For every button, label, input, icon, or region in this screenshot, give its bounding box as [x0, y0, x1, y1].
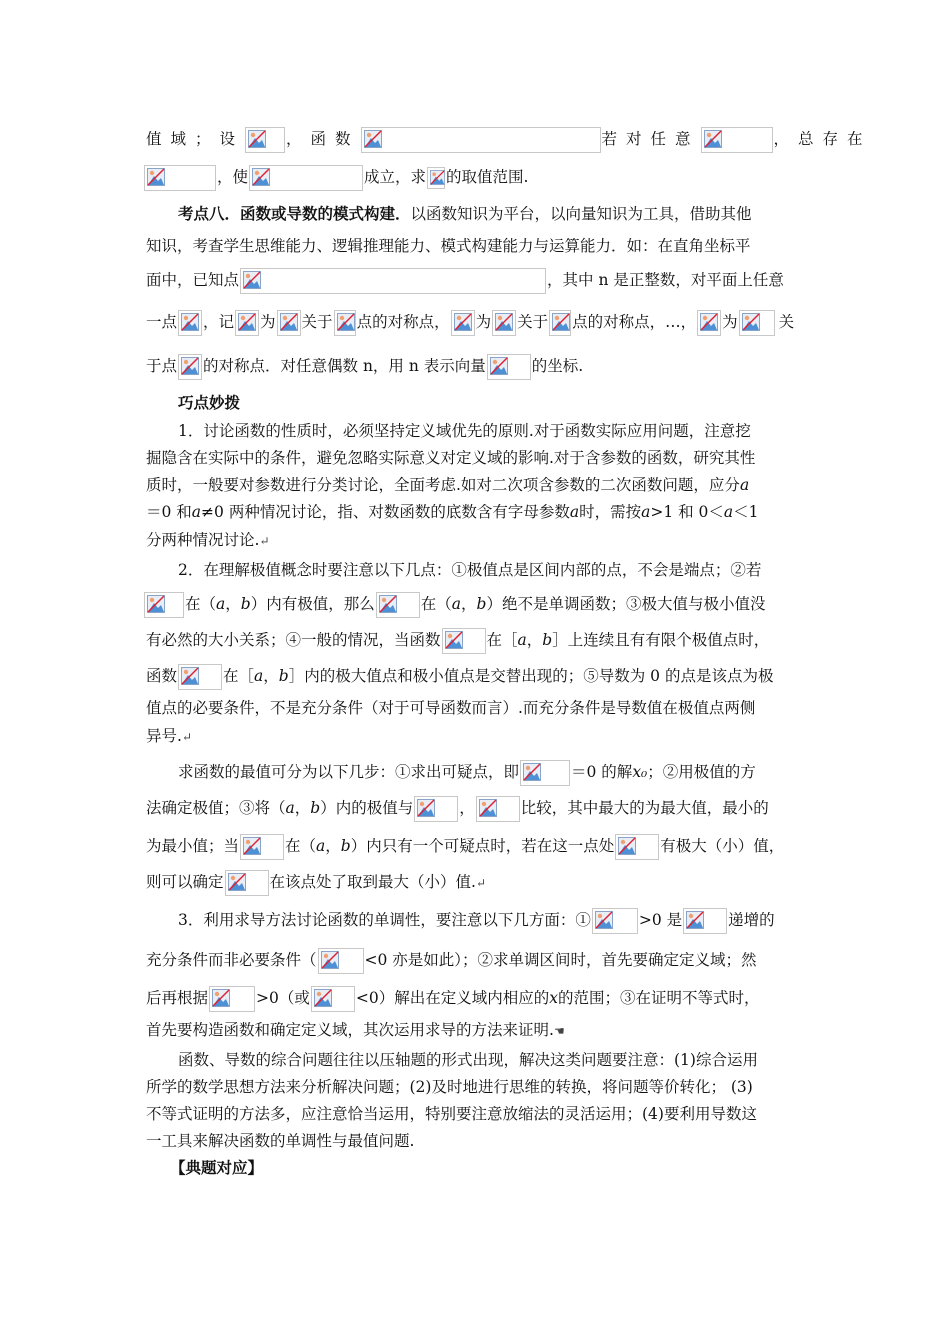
broken-image-icon — [686, 911, 704, 929]
broken-image-icon — [314, 989, 332, 1007]
paragraph-mark: ↵ — [259, 534, 270, 548]
formula-image — [235, 310, 259, 336]
formula-image — [311, 986, 355, 1012]
formula-image — [144, 165, 216, 191]
formula-image — [487, 354, 531, 380]
broken-image-icon — [445, 631, 463, 649]
text-line: ＝0 和a≠0 两种情况讨论，指、对数函数的底数含有字母参数a时，需按a>1 和 0＜a＜1 — [146, 503, 759, 521]
broken-image-icon — [523, 763, 541, 781]
section-heading: 【典题对应】 — [170, 1159, 264, 1177]
broken-image-icon — [228, 873, 246, 891]
broken-image-icon — [243, 271, 261, 289]
text-line: 3．利用求导方法讨论函数的单调性，要注意以下几方面：① >0 是 递增的 — [178, 908, 775, 934]
text-line: 质时，一般要对参数进行分类讨论，全面考虑.如对二次项含参数的二次函数问题，应分a — [146, 476, 750, 494]
text-line: 在（a，b）内有极值，那么 在（a，b）绝不是单调函数；③极大值与极小值没 — [146, 592, 765, 618]
formula-image — [225, 870, 269, 896]
section-heading: 考点八．函数或导数的模式构建． — [178, 205, 411, 223]
broken-image-icon — [252, 168, 270, 186]
formula-image — [178, 354, 202, 380]
text-line: 有必然的大小关系；④一般的情况，当函数 在［a，b］上连续且有有限个极值点时， — [146, 628, 769, 654]
formula-image — [701, 127, 773, 153]
formula-image — [492, 310, 516, 336]
text-line: 不等式证明的方法多，应注意恰当运用，特别要注意放缩法的灵活运用；(4)要利用导数这 — [146, 1105, 757, 1123]
text-line: 掘隐含在实际中的条件，避免忽略实际意义对定义域的影响.对于含参数的函数，研究其性 — [146, 449, 756, 467]
broken-image-icon — [181, 313, 199, 331]
text-line: 求函数的最值可分为以下几步：①求出可疑点，即 ＝0 的解x₀；②用极值的方 — [178, 760, 756, 786]
formula-image — [549, 310, 571, 336]
paragraph-mark: ↵ — [475, 876, 487, 890]
text-line: 则可以确定 在该点处了取到最大（小）值.↵ — [146, 870, 486, 896]
text-line: 1．讨论函数的性质时，必须坚持定义域优先的原则.对于函数实际应用问题，注意挖 — [178, 422, 751, 440]
broken-image-icon — [379, 595, 397, 613]
text-line: 一工具来解决函数的单调性与最值问题. — [146, 1132, 415, 1150]
formula-image — [361, 127, 601, 153]
broken-image-icon — [454, 313, 472, 331]
broken-image-icon — [490, 357, 508, 375]
broken-image-icon — [552, 313, 570, 331]
broken-image-icon — [495, 313, 513, 331]
text-line: 所学的数学思想方法来分析解决问题；(2)及时地进行思维的转换，将问题等价转化； (3) — [146, 1078, 753, 1096]
broken-image-icon — [243, 837, 261, 855]
broken-image-icon — [337, 313, 355, 331]
text-line: 充分条件而非必要条件（ <0 亦是如此）；②求单调区间时，首先要确定定义域；然 — [146, 948, 757, 974]
formula-image — [427, 167, 445, 189]
broken-image-icon — [704, 130, 722, 148]
broken-image-icon — [430, 170, 445, 185]
text-line: 考点八．函数或导数的模式构建．以函数知识为平台，以向量知识为工具，借助其他 — [178, 205, 752, 223]
formula-image — [240, 268, 546, 294]
text-line: 一点 ，记 为 关于 点的对称点， 为 关于 点的对称点，…， 为 关 — [146, 310, 794, 336]
section-heading: 巧点妙拨 — [178, 394, 241, 412]
formula-image — [178, 664, 222, 690]
broken-image-icon — [618, 837, 636, 855]
formula-image — [739, 310, 775, 336]
text-line: 函数 在［a，b］内的极大值点和极小值点是交替出现的；⑤导数为 0 的点是该点为极 — [146, 664, 773, 690]
broken-image-icon — [742, 313, 760, 331]
text-line: 分两种情况讨论.↵ — [146, 531, 270, 549]
formula-image — [277, 310, 301, 336]
formula-image — [334, 310, 356, 336]
formula-image — [615, 834, 659, 860]
formula-image — [144, 592, 184, 618]
text-line: 值点的必要条件，不是充分条件（对于可导函数而言）.而充分条件是导数值在极值点两侧 — [146, 699, 756, 717]
broken-image-icon — [147, 595, 165, 613]
text-line: 2．在理解极值概念时要注意以下几点：①极值点是区间内部的点，不会是端点；②若 — [178, 561, 762, 579]
broken-image-icon — [479, 799, 497, 817]
text-line: 为最小值；当 在（a，b）内只有一个可疑点时，若在这一点处 有极大（小）值， — [146, 834, 784, 860]
broken-image-icon — [595, 911, 613, 929]
text-line: 首先要构造函数和确定定义域，其次运用求导的方法来证明.☚ — [146, 1021, 565, 1039]
formula-image — [442, 628, 486, 654]
formula-image — [683, 908, 727, 934]
paragraph-mark: ↵ — [181, 730, 192, 744]
formula-image — [249, 165, 363, 191]
broken-image-icon — [417, 799, 435, 817]
broken-image-icon — [212, 989, 230, 1007]
broken-image-icon — [280, 313, 298, 331]
formula-image — [245, 127, 285, 153]
text-line: 法确定极值；③将（a，b）内的极值与 ， 比较，其中最大的为最大值，最小的 — [146, 796, 769, 822]
formula-image — [178, 310, 202, 336]
formula-image — [240, 834, 284, 860]
formula-image — [209, 986, 255, 1012]
text-line: 后再根据 >0（或 <0）解出在定义域内相应的x的范围；③在证明不等式时， — [146, 986, 760, 1012]
text-line: 于点 的对称点．对任意偶数 n，用 n 表示向量 的坐标. — [146, 354, 583, 380]
formula-image — [451, 310, 475, 336]
text-line: 函数、导数的综合问题往往以压轴题的形式出现，解决这类问题要注意：(1)综合运用 — [178, 1051, 758, 1069]
broken-image-icon — [147, 168, 165, 186]
text-line: 值域；设 ，函数 若对任意 ，总存在 — [146, 127, 872, 153]
text-line: 知识，考查学生思维能力、逻辑推理能力、模式构建能力与运算能力．如：在直角坐标平 — [146, 237, 751, 255]
formula-image — [376, 592, 420, 618]
text-line: ，使 成立，求 的取值范围. — [146, 165, 528, 191]
text-line: 异号.↵ — [146, 727, 192, 745]
broken-image-icon — [364, 130, 382, 148]
formula-image — [592, 908, 638, 934]
broken-image-icon — [238, 313, 256, 331]
formula-image — [520, 760, 570, 786]
text-line: 面中，已知点 ，其中 n 是正整数，对平面上任意 — [146, 268, 784, 294]
broken-image-icon — [321, 951, 339, 969]
formula-image — [318, 948, 364, 974]
broken-image-icon — [700, 313, 718, 331]
broken-image-icon — [248, 130, 266, 148]
formula-image — [414, 796, 458, 822]
formula-image — [476, 796, 520, 822]
broken-image-icon — [181, 357, 199, 375]
broken-image-icon — [181, 667, 199, 685]
formula-image — [697, 310, 721, 336]
edit-mark: ☚ — [553, 1024, 565, 1038]
